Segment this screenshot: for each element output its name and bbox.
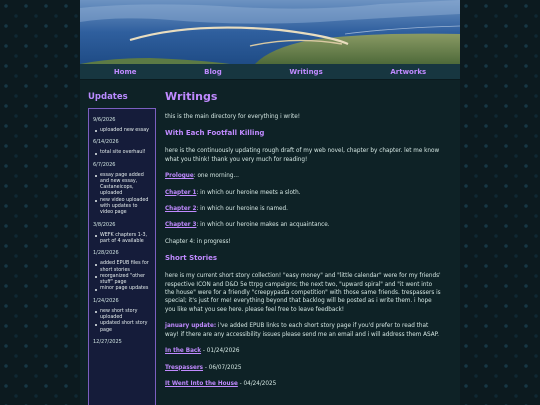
update-item: total site overhaul! <box>93 150 151 156</box>
site-container <box>80 0 460 405</box>
story-entry <box>165 380 443 388</box>
update-item: updated short story page <box>93 321 151 334</box>
update-date: 1/28/2026 <box>93 250 119 257</box>
updates-heading: Updates <box>88 92 128 102</box>
story-link-trespassers[interactable]: Trespassers <box>165 364 204 371</box>
notice-label: january update: <box>165 323 217 330</box>
notice-text: i've added EPUB links to each short story page if you'd prefer to read that way! if there are any accessibility issues please send me an email and i will address them ASAP. <box>165 323 439 338</box>
chapter-summary: : in which our heroine is named. <box>196 206 288 213</box>
update-item: minor page updates <box>93 286 151 292</box>
short-stories-description: here is my current short story collection! "easy money" and "little calendar" were for my friends' respective ICON and D&D 5e ttrpg campaigns; the next two, "upward spiral" and "it went into the house" were for a friendly "creepypasta competition" with those same friends. trespassers is special; it's just for me! everything beyond that backlog will be posted as i write them. i hope you like what you see here. please feel free to leave feedback! <box>165 273 441 313</box>
update-list <box>93 128 151 134</box>
story-date: - 06/07/2025 <box>203 364 242 371</box>
header-banner-image <box>80 0 460 64</box>
update-date: 6/7/2026 <box>93 161 116 168</box>
chapter-in-progress: Chapter 4: in progress! <box>165 238 231 245</box>
chapter-summary: : in which our heroine makes an acquaintance. <box>196 222 330 229</box>
chapter-3-link[interactable]: Chapter 3 <box>165 222 197 229</box>
story-entry <box>165 347 443 355</box>
chapter-summary: : one morning... <box>193 173 239 180</box>
content-layout <box>80 80 460 405</box>
update-date: 1/24/2026 <box>93 297 119 304</box>
update-item: essay page added and new essay, Castaneicops, uploaded <box>93 173 151 198</box>
chapter-entry <box>165 205 443 213</box>
update-item: added EPUB files for short stories <box>93 261 151 274</box>
update-item: new video uploaded with updates to video page <box>93 198 151 217</box>
update-date: 6/14/2026 <box>93 139 119 146</box>
intro-text: this is the main directory for everything i write! <box>165 114 301 120</box>
updates-box[interactable] <box>88 108 156 405</box>
main-content <box>156 89 451 405</box>
nav-home-link[interactable]: Home <box>113 67 137 76</box>
novel-heading: With Each Footfall Killing <box>165 129 265 138</box>
novel-description: here is the continuously updating rough draft of my web novel, chapter by chapter. let me know what you think! thank you very much for reading! <box>165 148 440 163</box>
nav-blog-link[interactable]: Blog <box>204 67 222 76</box>
prologue-link[interactable]: Prologue <box>165 173 194 180</box>
update-item: reorganized "other stuff" page <box>93 274 151 287</box>
update-date: 9/6/2026 <box>93 117 116 123</box>
chapter-2-link[interactable]: Chapter 2 <box>165 206 197 213</box>
update-list <box>93 233 151 246</box>
update-list <box>93 150 151 156</box>
short-stories-heading: Short Stories <box>165 254 218 263</box>
update-item: new short story uploaded <box>93 309 151 322</box>
update-item: WEFK chapters 1-3, part of 4 available <box>93 233 151 246</box>
chapter-entry <box>165 172 443 180</box>
nav-artworks-link[interactable]: Artworks <box>390 67 427 76</box>
chapter-1-link[interactable]: Chapter 1 <box>165 189 197 196</box>
updates-sidebar <box>88 89 156 405</box>
nav-writings-link[interactable]: Writings <box>289 67 323 76</box>
main-navigation <box>80 64 460 80</box>
page-title: Writings <box>165 90 218 103</box>
update-list <box>93 261 151 292</box>
update-list <box>93 173 151 217</box>
january-update-notice <box>165 322 443 339</box>
update-date: 12/27/2025 <box>93 338 122 345</box>
update-date: 3/8/2026 <box>93 221 116 228</box>
story-link-in-the-back[interactable]: In the Back <box>165 348 202 355</box>
story-date: - 01/24/2026 <box>201 348 240 355</box>
update-item: uploaded new essay <box>93 128 151 134</box>
story-entry <box>165 364 443 372</box>
chapter-entry <box>165 189 443 197</box>
coastline-illustration <box>80 0 460 64</box>
update-list <box>93 309 151 334</box>
chapter-summary: : in which our heroine meets a sloth. <box>196 189 301 196</box>
story-link-it-went-into-the-house[interactable]: It Went Into the House <box>165 380 238 387</box>
chapter-entry <box>165 221 443 229</box>
story-date: - 04/24/2025 <box>237 380 277 387</box>
